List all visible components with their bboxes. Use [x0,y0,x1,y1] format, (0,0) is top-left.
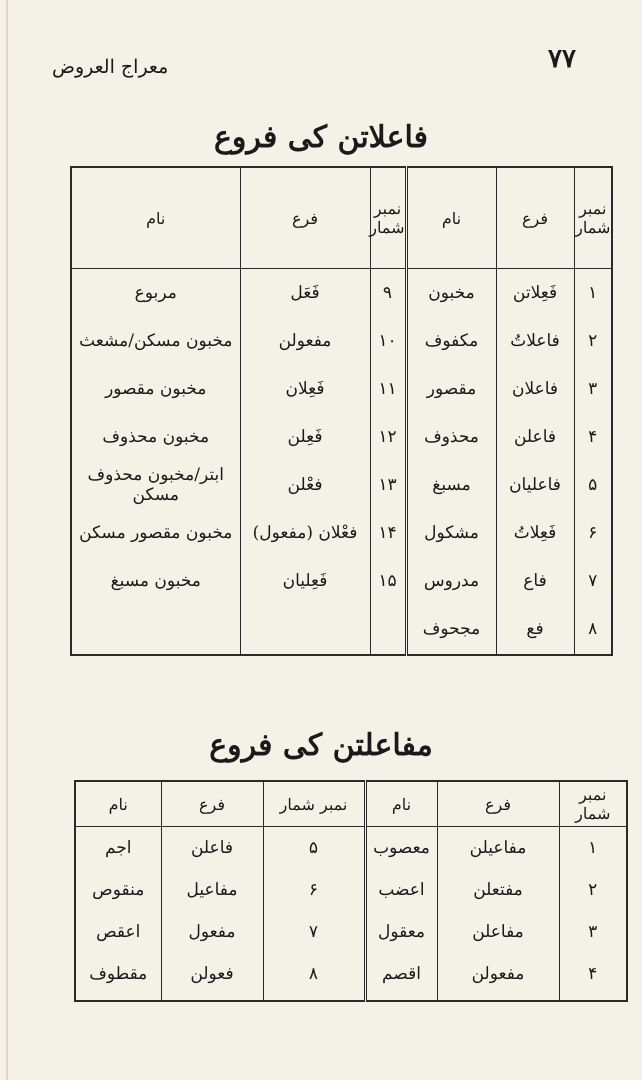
row-number: ۱ [574,269,612,318]
header-serial: نمبر شمار [574,167,612,269]
row-far: فاعلن [496,413,574,461]
row-far: فاعلن [161,827,263,870]
header-serial: نمبر شمار [370,167,406,269]
row-naam: مخبون مقصور مسکن [71,509,240,557]
row-far: مفعولن [240,317,370,365]
row-number: ۳ [559,911,627,953]
row-number: ۳ [574,365,612,413]
empty-cell [240,605,370,653]
row-far: مفاعیل [161,869,263,911]
table-row [75,953,627,995]
row-number: ۱۲ [370,413,406,461]
row-naam: مجحوف [406,605,496,653]
row-naam: مقصور [406,365,496,413]
table-row [75,827,627,870]
table-row [71,461,612,509]
header-far: فرع [240,167,370,269]
row-number: ۶ [263,869,365,911]
table-header-row [71,167,612,269]
row-far: مفعول [161,911,263,953]
table-row [75,911,627,953]
row-naam: اعضب [365,869,437,911]
empty-cell [370,605,406,653]
header-serial: نمبر شمار [559,781,627,827]
row-number: ۱۳ [370,461,406,509]
row-naam: معقول [365,911,437,953]
header-naam: نام [365,781,437,827]
row-naam: مخبون مسکن/مشعث [71,317,240,365]
page-edge [6,0,8,1080]
header-far: فرع [437,781,559,827]
row-naam: مشکول [406,509,496,557]
row-naam: مکفوف [406,317,496,365]
row-number: ۴ [559,953,627,995]
row-far: فع [496,605,574,653]
row-naam: اعقص [75,911,161,953]
section2-title: مفاعلتن کی فروع [209,728,433,763]
table-row [71,557,612,605]
table-header-row [75,781,627,827]
empty-cell [71,605,240,653]
row-naam: مخبون [406,269,496,318]
header-naam: نام [71,167,240,269]
section1-title: فاعلاتن کی فروع [214,120,428,155]
row-number: ۸ [263,953,365,995]
row-naam: مخبون مقصور [71,365,240,413]
row-naam: مسبغ [406,461,496,509]
table-row [71,605,612,653]
row-number: ۷ [263,911,365,953]
row-far: فاعلان [496,365,574,413]
table-row [71,413,612,461]
row-far: فاعلاتُ [496,317,574,365]
row-naam: مربوع [71,269,240,318]
row-far: فَعِلاتُ [496,509,574,557]
header-far: فرع [161,781,263,827]
row-far: فَعِلن [240,413,370,461]
row-number: ۷ [574,557,612,605]
row-far: مفتعلن [437,869,559,911]
table-row [71,365,612,413]
faailatun-branches-table [70,166,613,656]
row-number: ۱۴ [370,509,406,557]
table-spacer-row [75,995,627,1001]
header-far: فرع [496,167,574,269]
table-spacer-row [71,653,612,655]
row-number: ۵ [574,461,612,509]
row-far: مفاعیلن [437,827,559,870]
row-number: ۹ [370,269,406,318]
header-naam: نام [406,167,496,269]
row-naam: مقطوف [75,953,161,995]
row-number: ۸ [574,605,612,653]
row-far: فَعِلاتن [496,269,574,318]
table-row [71,509,612,557]
table-row [75,869,627,911]
mufaalatun-branches-table [74,780,628,1002]
row-far: فعولن [161,953,263,995]
row-far: فَعَل [240,269,370,318]
row-far: فَعِلان [240,365,370,413]
running-head: معراج العروض [52,56,169,78]
row-naam: محذوف [406,413,496,461]
row-number: ۱۵ [370,557,406,605]
row-far: فاعلیان [496,461,574,509]
row-far: مفعولن [437,953,559,995]
row-number: ۶ [574,509,612,557]
row-naam: مخبون محذوف [71,413,240,461]
page-number: ۷۷ [548,44,576,74]
row-naam: اقصم [365,953,437,995]
row-number: ۴ [574,413,612,461]
row-naam: معصوب [365,827,437,870]
row-far: فعْلان (مفعول) [240,509,370,557]
row-naam: مخبون مسبغ [71,557,240,605]
row-naam: اجم [75,827,161,870]
row-naam: ابتر/مخبون محذوف مسکن [71,461,240,509]
row-number: ۱۱ [370,365,406,413]
row-number: ۱ [559,827,627,870]
row-number: ۱۰ [370,317,406,365]
row-far: مفاعلن [437,911,559,953]
row-number: ۲ [559,869,627,911]
table-row [71,269,612,318]
header-naam: نام [75,781,161,827]
row-number: ۵ [263,827,365,870]
row-far: فاع [496,557,574,605]
header-serial: نمبر شمار [263,781,365,827]
row-far: فَعِلیان [240,557,370,605]
table-row [71,317,612,365]
row-naam: منقوص [75,869,161,911]
row-far: فعْلن [240,461,370,509]
row-naam: مدروس [406,557,496,605]
row-number: ۲ [574,317,612,365]
